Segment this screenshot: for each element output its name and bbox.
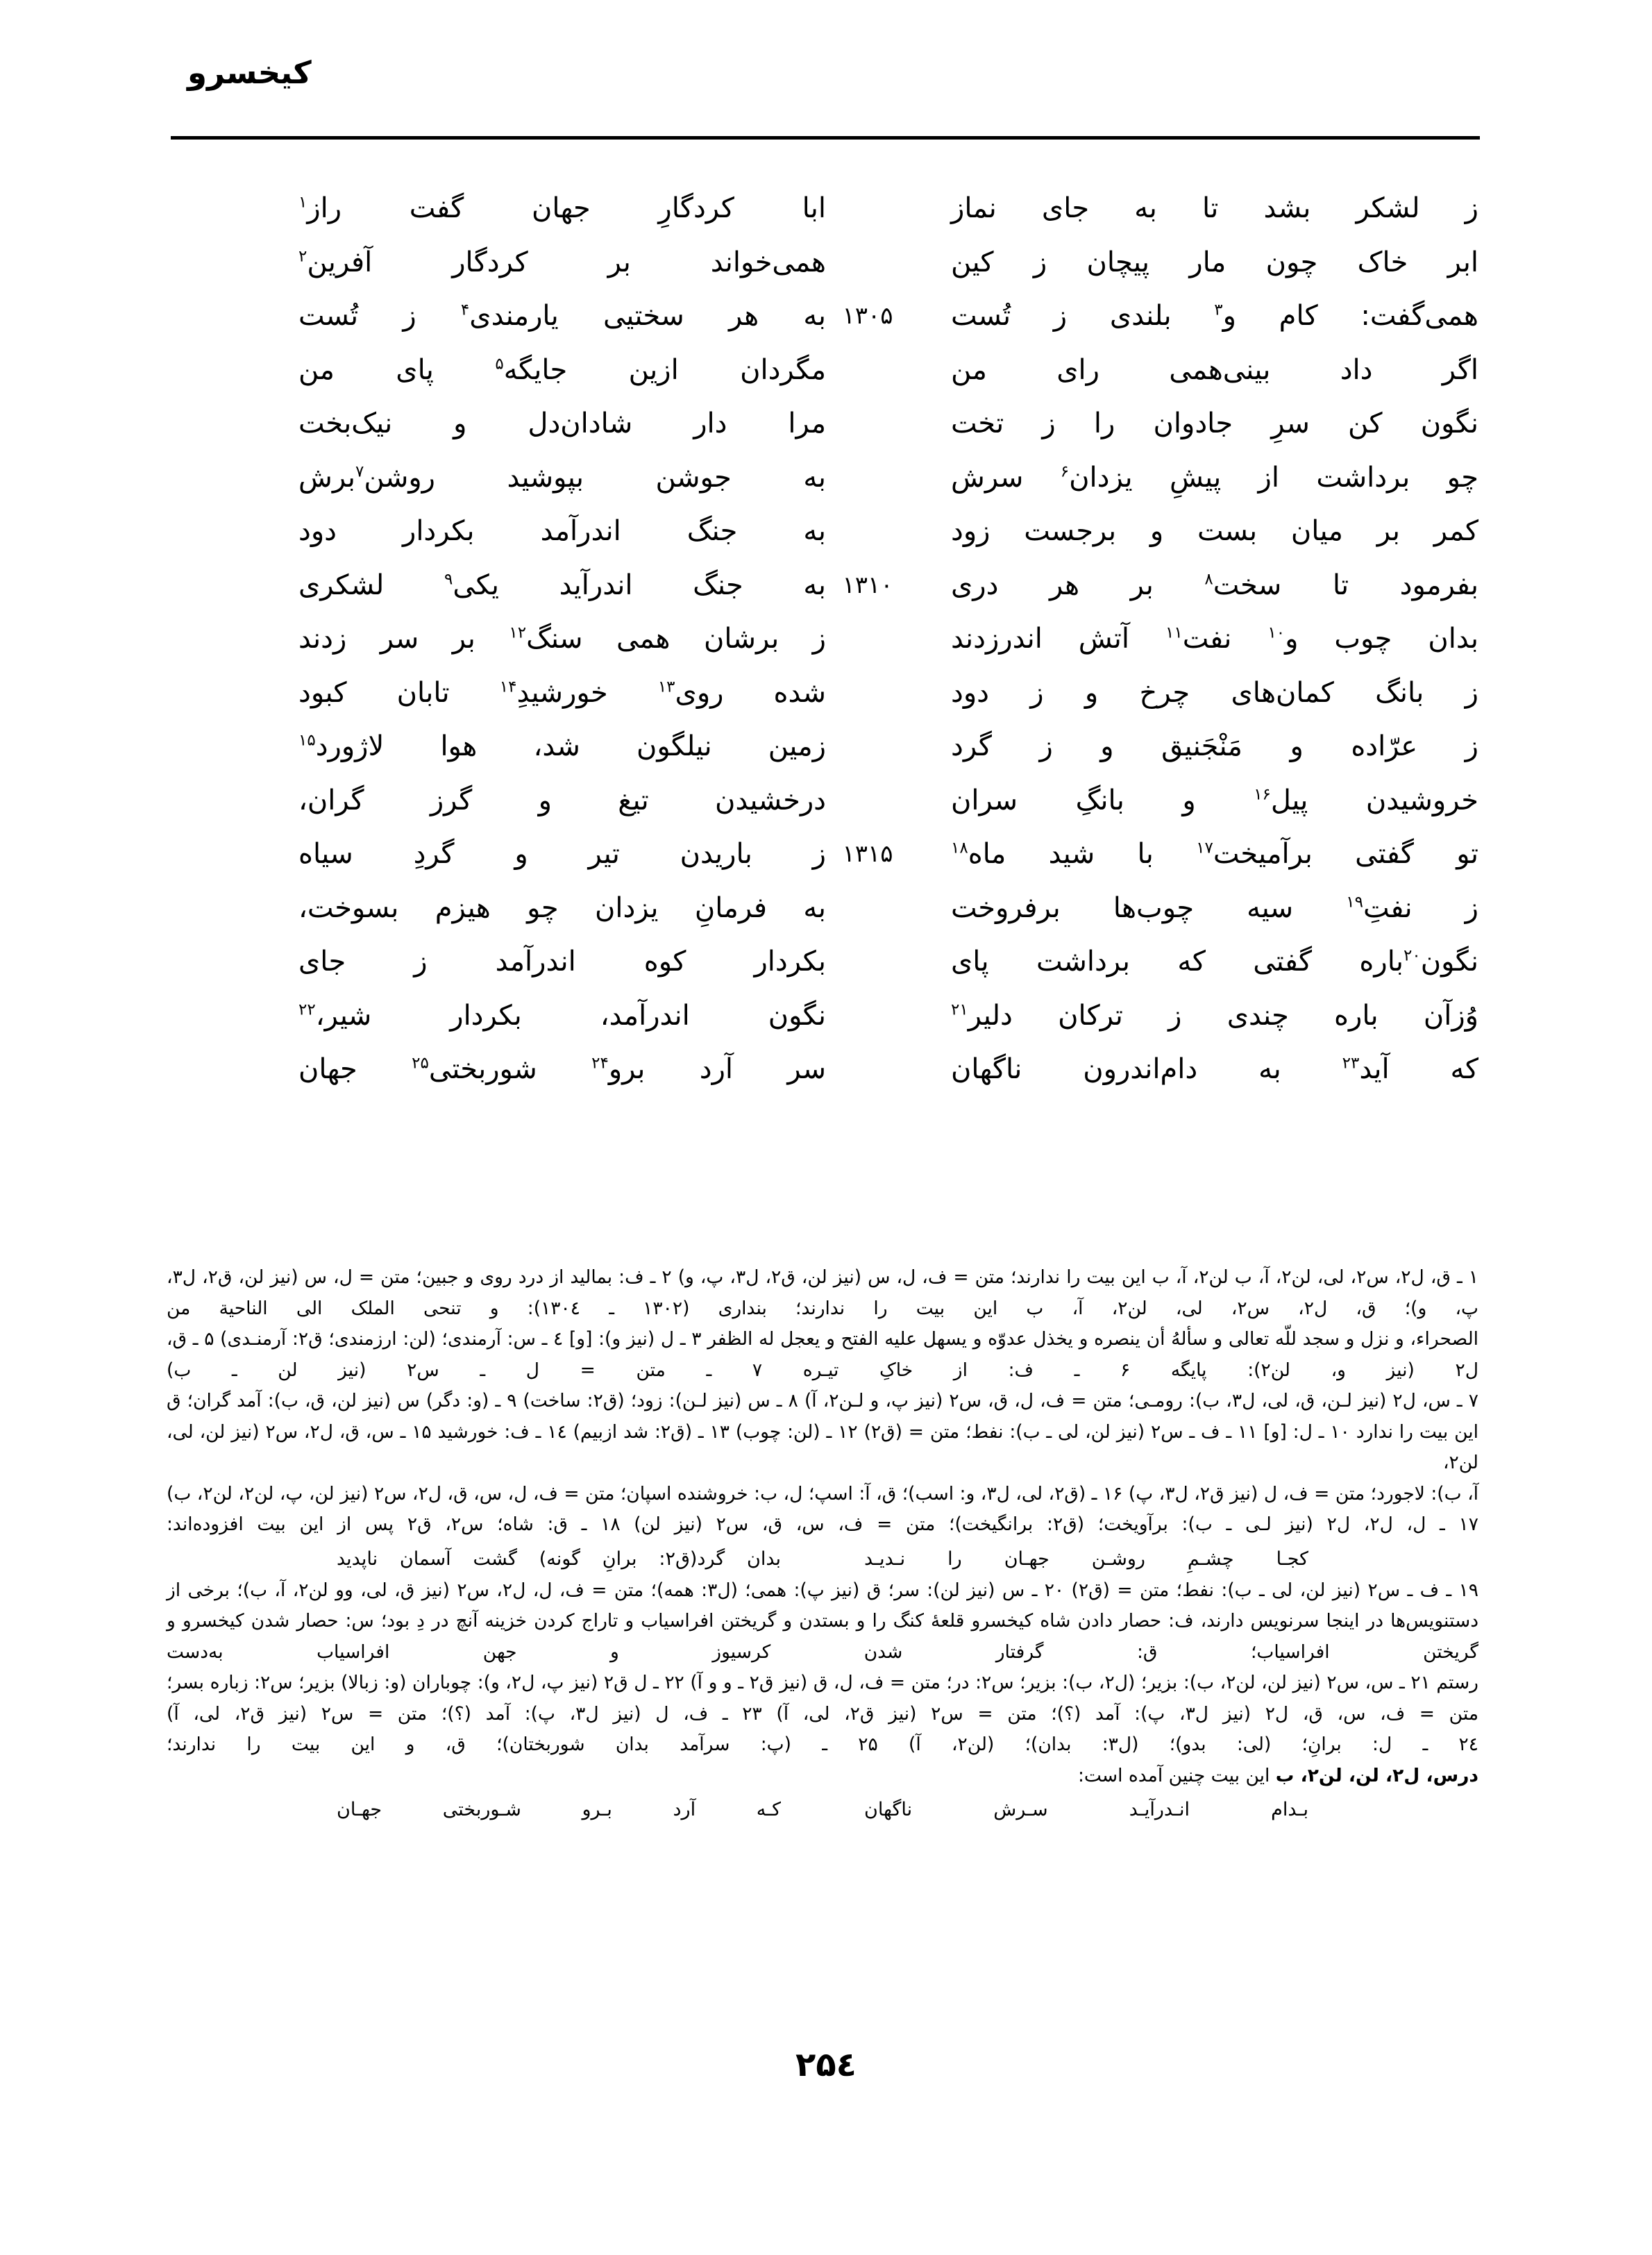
- apparatus-paragraph: ۱۹ ـ ف ـ س۲ (نیز لن، لی ـ ب): نفط؛ متن = (ق۲) ۲۰ ـ س (نیز لن): سر؛ ق (نیز پ): همی؛ (ل۳: همه)؛ متن = ف، ل، ل۲، س۲ (نیز ق، لی، وو لن۲، آ، ب)؛ برخی از دستنویس‌ها در اینجا سرنویس دارند، ف: حصار دادن شاه کیخسرو قلعهٔ کنگ را و بستدن و گریختن افراسیاب و تاراج کردن خزینه آنچ در دِ بود؛ س: حصار شدن کیخسرو و گریختن افراسیاب؛ ق: گرفتار شدن کرسیوز و جهن افراسیاب به‌دست: [167, 1579, 1479, 1663]
- hemistich-right: همی‌گفت: کام و$^۳$ بلندی ز تُست: [951, 300, 1478, 332]
- footnote-marker: ۱۹: [1346, 893, 1363, 912]
- verse-row: [167, 236, 1478, 290]
- hemistich-left: ابا کردگارِ جهان گفت راز$^۱$: [298, 192, 826, 224]
- hemistich-right: وُزآن باره چندی ز ترکان دلیر$^{۲۱}$: [951, 999, 1478, 1032]
- footnote-marker: ۲۲: [298, 1000, 316, 1019]
- hemistich-right: ز لشکر بشد تا به جای نماز: [951, 192, 1478, 224]
- footnote-marker: ۶: [1060, 462, 1070, 481]
- verse-row: [167, 451, 1478, 505]
- final-variant-couplet: [167, 1794, 1478, 1826]
- inserted-couplet: [167, 1543, 1478, 1575]
- hemistich-left: بکردار کوه اندرآمد ز جای: [298, 946, 826, 978]
- hemistich-left: ز باریدن تیر و گردِ سیاه: [298, 838, 826, 870]
- hemistich-left: به جنگ اندرآید یکی$^۹$ لشکری: [298, 569, 826, 601]
- verse-row: [167, 344, 1478, 398]
- hemistich-left: به فرمانِ یزدان چو هیزم بسوخت،: [298, 891, 826, 924]
- apparatus-paragraph: الصحراء، و نزل و سجد للّه تعالی و سألهُ أن ینصره و یخذل عدوّه و یسهل علیه الفتح و یعجل له الظفر ۳ ـ ل (نیز و): [و] ٤ ـ س: آرمندی؛ (لن: ارزمندی؛ ق۲: آرمنـدی) ۵ ـ ق، ل۲ (نیز و، لن۲): پایگه ۶ ـ ف: از خاکِ تیـره ۷ ـ متن = ل ـ س۲ (نیز لن ـ ب): [167, 1328, 1479, 1381]
- apparatus-paragraph: ۱ ـ ق، ل۲، س۲، لی، لن۲، آ، ب لن۲، آ، ب این بیت را ندارند؛ متن = ف، ل، س (نیز لن، ق۲، ل۳، پ، و) ۲ ـ ف: بمالید از درد روی و جبین؛ متن = ل، س (نیز لن، ق۲، ل۳، پ، و)؛ ق، ل۲، س۲، لی، لن۲، آ، ب این بیت را ندارند؛ بنداری (۱۳۰۲ ـ ۱۳۰٤): و تنحی الملک الی الناحیة من: [167, 1266, 1479, 1319]
- verse-row: [167, 882, 1478, 936]
- verse-number: ۱۳۱۵: [842, 840, 893, 868]
- footnote-marker: ۹: [444, 570, 453, 589]
- footnote-marker: ۴: [460, 301, 470, 319]
- footnote-marker: ۲۵: [412, 1054, 429, 1073]
- apparatus-paragraph: درس، ل۲، لن، لن۲، ب این بیت چنین آمده است:: [1077, 1764, 1478, 1786]
- running-head-title: کیخسرو: [187, 54, 312, 91]
- apparatus-paragraph: ۷ ـ س، ل۲ (نیز لـن، ق، لی، ل۳، ب): رومـی؛ متن = ف، ل، ق، س۲ (نیز پ، و لـن۲، آ) ۸ ـ س (نیز لـن): زود؛ (ق۲: ساخت) ۹ ـ (و: دگر) س (نیز لن، ق، ب): آمد گران؛ ق این بیت را ندارد ۱۰ ـ ل: [و] ۱۱ ـ ف ـ س۲ (نیز لن، لی ـ ب): نفط؛ متن = (ق۲) ۱۲ ـ (لن: چوب) ۱۳ ـ (ق۲: شد ازبیم) ۱٤ ـ ف: خورشید ۱۵ ـ س، ق، ل۲، س۲ (نیز لن، لی، لن۲،: [167, 1390, 1479, 1473]
- footnote-marker: ۱۸: [951, 839, 968, 857]
- footnote-marker: ۱۲: [509, 623, 527, 642]
- hemistich-left: سر آرد برو$^{۲۴}$ شوربختی$^{۲۵}$ جهان: [298, 1053, 826, 1085]
- verse-row: [167, 559, 1478, 613]
- footnote-marker: ۸: [1204, 570, 1213, 589]
- critical-apparatus: [167, 1262, 1478, 1826]
- footnote-marker: ۵: [495, 355, 504, 374]
- hemistich-left: به هر سختیی یارمندی$^۴$ ز تُست: [298, 300, 826, 332]
- footnote-marker: ۲۳: [1342, 1054, 1360, 1073]
- hemistich-right: ز بانگ کمان‌های چرخ و ز دود: [951, 676, 1478, 709]
- hemistich-right: خروشیدن پیل$^{۱۶}$ و بانگِ سران: [951, 784, 1479, 816]
- hemistich-right: که آید$^{۲۳}$ به دام‌اندرون ناگهان: [951, 1053, 1478, 1085]
- verse-row: [167, 182, 1478, 236]
- verse-row: [167, 774, 1478, 828]
- hemistich-left: ز برشان همی سنگ$^{۱۲}$ بر سر زدند: [298, 623, 826, 655]
- verse-row: [167, 667, 1478, 721]
- hemistich-left: درخشیدن تیغ و گرز گران،: [298, 784, 826, 816]
- footnote-marker: ۲: [298, 247, 307, 266]
- hemistich-right: کمر بر میان بست و برجست زود: [951, 515, 1478, 547]
- verse-row: [167, 828, 1478, 882]
- hemistich-right: تو گفتی برآمیخت$^{۱۷}$ با شید ماه$^{۱۸}$: [951, 838, 1478, 870]
- hemistich-left: شده روی$^{۱۳}$ خورشیدِ$^{۱۴}$ تابان کبود: [298, 676, 826, 709]
- final-variant-couplet-right: کـه آرد بـرو شـوربختی جهـان: [337, 1799, 781, 1820]
- hemistich-left: مگردان ازین جایگه$^۵$ پای من: [298, 353, 826, 386]
- hemistich-right: ابر خاک چون مار پیچان ز کین: [951, 246, 1478, 278]
- footnote-marker: ۱۶: [1254, 785, 1271, 804]
- header-divider-rule: [171, 136, 1480, 140]
- verse-block: [167, 182, 1478, 1182]
- hemistich-right: چو برداشت از پیشِ یزدان$^۶$ سرش: [951, 461, 1478, 494]
- hemistich-right: بفرمود تا سخت$^۸$ بر هر دری: [951, 569, 1478, 601]
- hemistich-left: مرا دار شادان‌دل و نیک‌بخت: [298, 408, 826, 439]
- verse-row: [167, 290, 1478, 344]
- page-number: ۲۵٤: [795, 2045, 857, 2084]
- hemistich-left: به جنگ اندرآمد بکردار دود: [298, 515, 826, 547]
- footnote-marker: ۲۴: [591, 1054, 609, 1073]
- verse-row: [167, 989, 1478, 1043]
- footnote-marker: ۱۴: [499, 678, 517, 696]
- apparatus-paragraph: آ، ب): لاجورد؛ متن = ف، ل (نیز ق۲، ل۳، پ) ۱۶ ـ (ق۲، لی، ل۳، و: اسب)؛ ق، آ: اسپ؛ ل، ب: خروشنده اسپان؛ متن = ف، ل، س، ق، ل۲، س۲ (نیز لن، پ، لن۲، لن۲، ب) ۱۷ ـ ل، ل۲، ل۲ (نیز لـی ـ ب): برآویخت؛ (ق۲: برانگیخت)؛ متن = ف، س، ق، س۲ (نیز لن) ۱۸ ـ ق: شاه؛ س۲، ق۲ پس از این بیت افزوده‌اند:: [167, 1482, 1478, 1535]
- footnote-marker: ۱۱: [1165, 623, 1183, 642]
- footnote-marker: ۱۳: [657, 678, 675, 696]
- inserted-couplet-left: کجـا چشـمِ روشـن جهـان را نـدیـد: [864, 1548, 1308, 1570]
- hemistich-left: نگون اندرآمد، بکردار شیر،$^{۲۲}$: [298, 999, 826, 1032]
- footnote-marker: ۷: [355, 462, 364, 481]
- footnote-marker: ۳: [1214, 301, 1223, 319]
- hemistich-left: همی‌خواند بر کردگار آفرین$^۲$: [298, 246, 826, 278]
- hemistich-left: به جوشن بپوشید روشن$^۷$برش: [298, 461, 826, 494]
- hemistich-right: بدان چوب و$^{۱۰}$ نفت$^{۱۱}$ آتش اندرزدند: [951, 623, 1479, 655]
- apparatus-paragraph: ۲٤ ـ ل: برانِ؛ (لی: بدو)؛ (ل۳: بدان)؛ (لن۲، آ) ۲۵ ـ (پ: سرآمد بدان شوربختان)؛ ق، و این بیت را ندارند؛: [167, 1734, 1478, 1755]
- apparatus-bold-lead: درس، ل۲، لن، لن۲، ب: [1275, 1764, 1478, 1786]
- final-variant-couplet-left: بـدام انـدرآیـد سـرش ناگهان: [864, 1799, 1308, 1820]
- verse-row: [167, 720, 1478, 774]
- hemistich-left: زمین نیلگون شد، هوا لاژورد$^{۱۵}$: [298, 730, 826, 762]
- inserted-couplet-right: بدان گرد(ق۲: برانِ گونه) گشت آسمان ناپدید: [337, 1548, 782, 1570]
- footnote-marker: ۱۵: [298, 731, 316, 750]
- verse-row: [167, 612, 1478, 667]
- page-running-head: [174, 54, 1478, 111]
- hemistich-right: نگون$^{۲۰}$باره گفتی که برداشت پای: [951, 946, 1478, 978]
- hemistich-right: اگر داد بینی‌همی رای من: [951, 353, 1478, 386]
- footnote-marker: ۱۷: [1196, 839, 1213, 857]
- hemistich-right: ز نفتِ$^{۱۹}$ سیه چوب‌ها برفروخت: [951, 891, 1478, 924]
- verse-number: ۱۳۱۰: [842, 571, 893, 599]
- footnote-marker: ۲۰: [1404, 946, 1421, 965]
- verse-row: [167, 1043, 1478, 1097]
- apparatus-paragraph: رستم ۲۱ ـ س، س۲ (نیز لن، لن۲، ب): بزیر؛ (ل۲، ب): بزیر؛ س۲: در؛ متن = ف، ل، ق (نیز ق۲ ـ و و آ) ۲۲ ـ ل ق۲ (نیز پ، ل۲، و): چوباران (و: زبالا) بزیر؛ س۲: زباره بسر؛ متن = ف، س، ق، ل۲ (نیز ل۳، پ): آمد (؟)؛ متن = س۲ (نیز ق۲، لی، آ) ۲۳ ـ ف، ل (نیز ل۳، پ): آمد (؟)؛ متن = س۲ (نیز ق۲، لی، آ): [167, 1672, 1479, 1725]
- verse-number: ۱۳۰۵: [842, 302, 893, 330]
- verse-row: [167, 935, 1478, 989]
- footnote-marker: ۱۰: [1267, 623, 1286, 642]
- hemistich-right: ز عرّاده و مَنْجَنیق و ز گرد: [951, 730, 1478, 762]
- footnote-marker: ۲۱: [951, 1000, 968, 1019]
- verse-row: [167, 505, 1478, 559]
- footnote-marker: ۱: [298, 193, 307, 212]
- hemistich-right: نگون کن سرِ جادوان را ز تخت: [951, 408, 1478, 439]
- verse-row: [167, 397, 1478, 451]
